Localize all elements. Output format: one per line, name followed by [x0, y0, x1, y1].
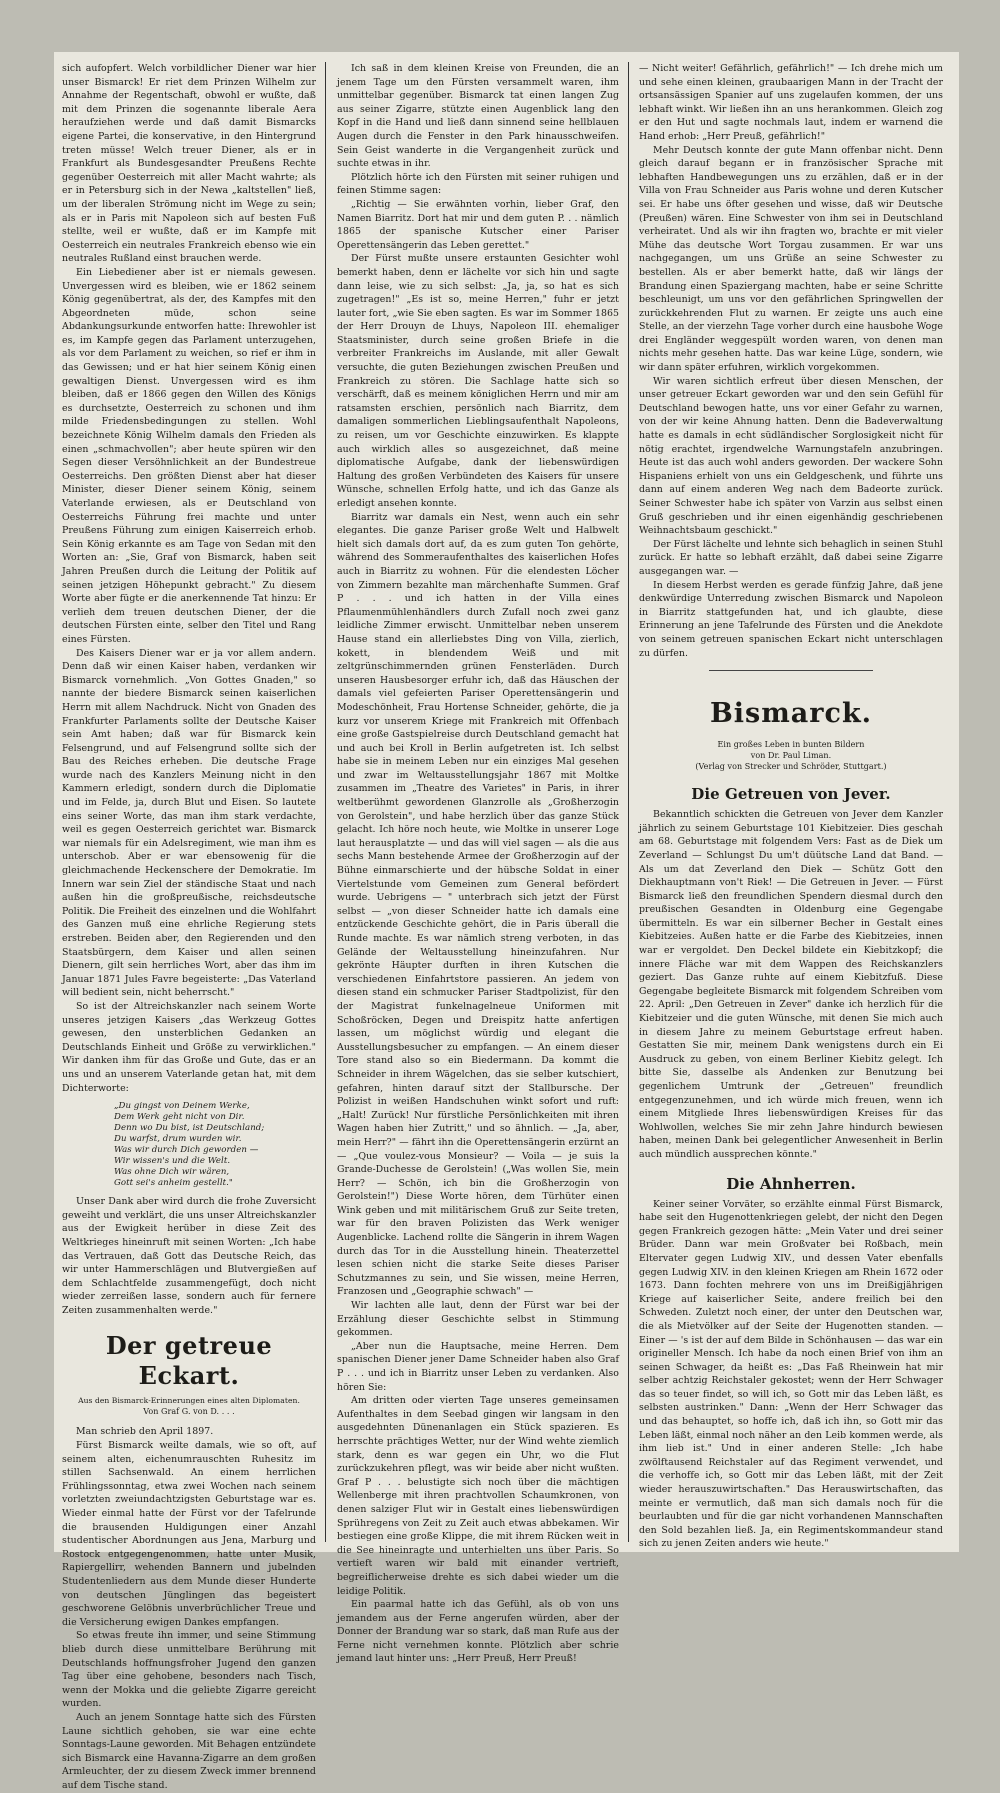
paragraph: Keiner seiner Vorväter, so erzählte einmal Fürst Bismarck, habe seit den Hugenottenkriegen gelebt, der nicht den Degen gegen Frankreich gezogen hätte: „Mein Vater und drei seiner Brüder. Dann war mein Großvater bei Roßbach, mein Eltervater gegen Ludwig XIV., und dessen Vater ebenfalls gegen Ludwig XIV. in den kleinen Kriegen am Rhein 1672 oder 1673. Dann fochten mehrere von uns im Dreißigjährigen Kriege auf kaiserlicher Seite, andere freilich bei den Schweden. Zuletzt noch einer, der unter den Deutschen war, die als Mietvölker auf der Seite der Hugenotten standen. — Einer — 's ist der auf dem Bilde in Schönhausen — das war ein origineller Mensch. Ich habe da noch einen Brief von ihm an seinen Schwager, da heißt es: „Das Faß Rheinwein hat mir selber achtzig Reichstaler gekostet; wenn der Herr Schwager das so teuer findet, so will ich, so Gott mir das Leben läßt, es selbsten austrinken." Dann: „Wenn der Herr Schwager das und das behauptet, so hoffe ich, daß ich ihn, so Gott mir das Leben läßt, einmal noch näher an den Leib kommen werde, als ihm lieb ist." Und in einer anderen Stelle: „Ich habe zwölftausend Reichstaler auf das Regiment verwendet, und die verhoffe ich, so Gott mir das Leben läßt, mit der Zeit wieder herauszuwirtschaften." Das Herauswirtschaften, das meinte er vermutlich, daß man sich damals noch für die beurlaubten und für die gar nicht vorhandenen Mannschaften den Sold bezahlen ließ. Ja, ein Regimentskommandeur stand sich zu jenen Zeiten anders wie heute." [639, 1198, 943, 1550]
paragraph: Wir waren sichtlich erfreut über diesen Menschen, der unser getreuer Eckart geworden war und den sein Gefühl für Deutschland bewogen hatte, uns vor einer Gefahr zu warnen, von der wir keine Ahnung hatten. Denn die Badeverwaltung hatte es damals in echt südländischer Sorglosigkeit nicht für nötig erachtet, irgendwelche Warnungstafeln anzubringen. Heute ist das auch wohl anders geworden. Der wackere Sohn Hispaniens erhielt von uns ein Geldgeschenk, und führte uns dann auf einem anderen Weg nach dem Badeorte zurück. Seiner Schwester habe ich später von Varzin aus selbst einen Gruß geschrieben und ihr einen eigenhändig geschriebenen Weihnachtsbaum geschickt." [639, 375, 943, 537]
column-divider [325, 62, 326, 1542]
poem-line: Du warfst, drum wurden wir. [114, 1134, 242, 1145]
paragraph: — Nicht weiter! Gefährlich, gefährlich!" — Ich drehe mich um und sehe einen kleinen, graubaarigen Mann in der Tracht der ortsansässigen Spanier auf uns zugelaufen kommen, der uns lebhaft winkt. Wir ließen ihn an uns herankommen. Gleich zog er den Hut und sagte nochmals laut, indem er warnend die Hand erhob: „Herr Preuß, gefährlich!" [639, 63, 943, 142]
article-dateline: Man schrieb den April 1897. [76, 1426, 214, 1438]
article-author: Von Graf G. von D. . . . [143, 1407, 235, 1417]
section-heading: Die Getreuen von Jever. [691, 785, 891, 804]
section-divider [709, 670, 873, 671]
article-subline: Aus den Bismarck-Erinnerungen eines alten Diplomaten. [78, 1396, 300, 1406]
book-author: von Dr. Paul Liman. [750, 751, 832, 761]
paragraph: Am dritten oder vierten Tage unseres gemeinsamen Aufenthaltes in dem Seebad gingen wir langsam in den ausgedehnten Dünenanlagen ein Stück spazieren. Es herrschte prächtiges Wetter, nur der Wind wehte ziemlich stark, denn es war gegen ein Uhr, wo die Flut zurückzukehren pflegt, was wir beide aber nicht wußten. Graf P . . . belustigte sich noch über die mächtigen Wellenberge mit ihren prachtvollen Schaumkronen, von denen salziger Flut wir in Gestalt eines liebenswürdigen Sprühregens von Zeit zu Zeit auch etwas abbekamen. Wir bestiegen eine große Klippe, die mit ihrem Rücken weit in die See hineinragte und unterhielten uns über Paris. So vertieft waren wir bald mit einander vertrieft, begreiflicherweise drehte es sich dabei wieder um die leidige Politik. [337, 1395, 619, 1597]
poem [62, 1101, 316, 1189]
paragraph: sich aufopfert. Welch vorbildlicher Diener war hier unser Bismarck! Er riet dem Prinzen Wilhelm zur Annahme der Regentschaft, obwohl er wußte, daß mit dem Prinzen die sogenannte liberale Aera heraufziehen werde und daß damit Bismarcks eigene Partei, die konservative, in den Hintergrund treten müsse! Welch treuer Diener, als er in Frankfurt als Bundesgesandter Preußens Rechte gegenüber Oesterreich mit aller Macht wahrte; als er in Petersburg sich in der Newa „kaltstellen" ließ, um der liberalen Strömung nicht im Wege zu sein; als er in Paris mit Napoleon sich auf besten Fuß stellte, weil er wußte, daß er im Kampfe mit Oesterreich ein neutrales Frankreich ebenso wie ein neutrales Rußland einst brauchen werde. [62, 63, 316, 265]
paragraph: Unser Dank aber wird durch die frohe Zuversicht geweiht und verklärt, die uns unser Altreichskanzler aus der Ewigkeit herüber in diese Zeit des Weltkrieges hineinruft mit seinen Worten: „Ich habe das Vertrauen, daß Gott das Deutsche Reich, das wir unter Hammerschlägen und Blutvergießen auf dem Schlachtfelde zusammengefügt, doch nicht wieder zerreißen lasse, sondern auch für fernere Zeiten zusammenhalten werde." [62, 1196, 316, 1316]
paragraph: Mehr Deutsch konnte der gute Mann offenbar nicht. Denn gleich darauf begann er in französischer Sprache mit lebhaften Handbewegungen uns zu erzählen, daß er in der Villa von Frau Schneider aus Paris wohne und deren Kutscher sei. Er habe uns öfter gesehen und wisse, daß wir Deutsche (Preußen) wären. Eine Schwester von ihm sei in Deutschland verheiratet. Und als wir ihn fragten wo, brachte er mit vieler Mühe das deutsche Wort Torgau zusammen. Er war uns nachgegangen, um uns Grüße an seine Schwester zu bestellen. Als er aber bemerkt hatte, daß wir längs der Brandung einen Spaziergang machten, habe er seine Schritte beschleunigt, um uns vor den gefährlichen Springwellen der zurückkehrenden Flut zu warnen. Er zeigte uns auch eine Stelle, an der vierzehn Tage vorher durch eine hausbohe Woge drei Engländer weggespült worden waren, von denen man nichts mehr gesehen hatte. Das war keine Lüge, sondern, wie wir dann später erfuhren, wirklich vorgekommen. [639, 144, 943, 374]
paragraph: Ein paarmal hatte ich das Gefühl, als ob von uns jemandem aus der Ferne angerufen würden, aber der Donner der Brandung war so stark, daß man Rufe aus der Ferne nicht vernehmen konnte. Plötzlich aber schrie jemand laut hinter uns: „Herr Preuß, Herr Preuß! [337, 1599, 619, 1665]
book-subtitle: Ein großes Leben in bunten Bildern [717, 740, 865, 750]
paragraph: Der Fürst lächelte und lehnte sich behaglich in seinen Stuhl zurück. Er hatte so lebhaft erzählt, daß dabei seine Zigarre ausgegangen war. — [639, 538, 943, 577]
paragraph: Ein Liebediener aber ist er niemals gewesen. Unvergessen wird es bleiben, wie er 1862 seinem König gegenübertrat, als der, des Kampfes mit den Abgeordneten müde, schon seine Abdankungsurkunde entworfen hatte: Ihrewohler ist es, im Kampfe gegen das Parlament unterzugehen, als vor dem Parlament zu weichen, so rief er ihm in das Gewissen; und er hat hier seinem König einen gewaltigen Dienst. Unvergessen wird es ihm bleiben, daß er 1866 gegen den Willen des Königs es durchsetzte, Oesterreich zu schonen und ihm milde Friedensbedingungen zu stellen. Wohl bezeichnete König Wilhelm damals den Frieden als einen „schmachvollen"; aber heute spüren wir den Segen dieser Versöhnlichkeit an der Bundestreue Oesterreichs. Den größten Dienst aber hat dieser Minister, dieser Diener seinem König, seinem Vaterlande erwiesen, als er Deutschland von Oesterreichs Führung frei machte und unter Preußens Führung zum einigen Kaiserreich erhob. Sein König erkannte es am Tage von Sedan mit den Worten an: „Sie, Graf von Bismarck, haben seit Jahren Preußen durch die Leitung der Politik auf seinen jetzigen Höhepunkt gebracht." Zu diesem Worte aber fügte er die anerkennende Tat hinzu: Er verlieh dem treuen deutschen Diener, der die deutschen Fürsten einte, selber den Titel und Rang eines Fürsten. [62, 266, 316, 645]
poem-line: „Du gingst von Deinem Werke, [114, 1101, 250, 1112]
book-publisher: (Verlag von Strecker und Schröder, Stuttgart.) [695, 762, 887, 772]
paragraph: Biarritz war damals ein Nest, wenn auch ein sehr elegantes. Die ganze Pariser große Welt und Halbwelt hielt sich damals dort auf, da es zum guten Ton gehörte, während des Sommeraufenthaltes des kaiserlichen Hofes auch in Biarritz zu wohnen. Für die elendesten Löcher von Zimmern bezahlte man märchenhafte Summen. Graf P . . . und ich hatten in der Villa eines Pflaumenmühlenhändlers durch Zufall noch zwei ganz leidliche Zimmer erwischt. Unmittelbar neben unserem Hause stand ein allerliebstes Ding von Villa, zierlich, kokett, in blendendem Weiß und mit zeltgrünschimmernden grünen Fensterläden. Durch unseren Hausbesorger erfuhr ich, daß das Häuschen der damals viel gefeierten Pariser Operettensängerin und Modeschönheit, Frau Hortense Schneider, gehörte, die ja kurz vor unserem Kriege mit Frankreich mit Offenbach eine große Gastspielreise durch Deutschland gemacht hat und auch bei Kroll in Berlin aufgetreten ist. Ich selbst habe sie in meinem Leben nur ein einziges Mal gesehen und zwar im Weltausstellungsjahr 1867 mit Moltke zusammen im „Theatre des Varietes" in Paris, in ihrer weltberühmt gewordenen Glanzrolle als „Großherzogin von Gerolstein", und habe herzlich über das ganze Stück gelacht. Ich höre noch heute, wie Moltke in unserer Loge laut herausplatzte — und das will viel sagen — als die aus sechs Mann bestehende Armee der Großherzogin auf der Bühne einmarschierte und der hübsche Soldat in einer Viertelstunde vom Gemeinen zum General befördert wurde. Uebrigens — " unterbrach sich jetzt der Fürst selbst — „von dieser Schneider hatte ich damals eine entzückende Geschichte gehört, die in Paris überall die Runde machte. Es war nämlich streng verboten, in das Gelände der Weltausstellung hineinzufahren. Nur gekrönte Häupter durften in ihren Kutschen die verschiedenen Einfahrtstore passieren. An jedem von diesen stand ein schmucker Pariser Stadtpolizist, für den der Magistrat funkelnagelneue Uniformen mit Schoßröcken, Degen und Dreispitz hatte anfertigen lassen, um möglichst würdig und elegant die Ausstellungsbesucher zu empfangen. — An einem dieser Tore stand also so ein Biedermann. Da kommt die Schneider in ihrem Wägelchen, das sie selber kutschiert, gefahren, hinten darauf sitzt der Stallbursche. Der Polizist in weißen Handschuhen winkt sofort und ruft: „Halt! Zurück! Nur fürstliche Persönlichkeiten mit ihren Wagen haben hier Zutritt," und so ähnlich. — „Ja, aber, mein Herr?" — fährt ihn die Operettensängerin erzürnt an — „Que voulez-vous Monsieur? — Voila — je suis la Grande-Duchesse de Gerolstein! („Was wollen Sie, mein Herr? — Schön, ich bin die Großherzogin von Gerolstein!") Diese Worte hören, dem Türhüter einen Wink geben und mit militärischem Gruß zur Seite treten, war für den braven Polizisten das Werk weniger Augenblicke. Lachend rollte die Sängerin in ihrem Wagen durch das Tor in die Ausstellung hinein. Theaterzettel lesen schien nicht die starke Seite dieses Pariser Schutzmannes zu sein, und Sie wissen, meine Herren, Franzosen und „Geographie schwach" — [337, 511, 619, 1298]
paragraph: So etwas freute ihn immer, und seine Stimmung blieb durch diese unmittelbare Berührung mit Deutschlands hoffnungsfroher Jugend den ganzen Tag über eine gehobene, besonders nach Tisch, wenn der Mokka und die geliebte Zigarre gereicht wurden. [62, 1630, 316, 1710]
paragraph: Der Fürst mußte unsere erstaunten Gesichter wohl bemerkt haben, denn er lächelte vor sich hin und sagte dann leise, wie zu sich selbst: „Ja, ja, so hat es sich zugetragen!" „Es ist so, meine Herren," fuhr er jetzt lauter fort, „wie Sie eben sagten. Es war im Sommer 1865 der Herr Drouyn de Lhuys, Napoleon III. ehemaliger Staatsminister, durch seine großen Briefe in die verbreiter Frankreichs im Auslande, mit aller Gewalt versuchte, die guten Beziehungen zwischen Preußen und Frankreich zu stören. Die Sachlage hatte sich so verschärft, daß es meinem königlichen Herrn und mir am ratsamsten erschien, persönlich nach Biarritz, dem damaligen sommerlichen Lieblingsaufenthalt Napoleons, zu reisen, um vor Geschichte einzuwirken. Es klappte auch wirklich alles so ausgezeichnet, daß meine diplomatische Aufgabe, dank der liebenswürdigen Haltung des großen Verbündeten des Kaisers für unsere Wünsche, schnellen Erfolg hatte, und ich das Ganze als erledigt ansehen konnte. [337, 253, 619, 509]
poem-line: Gott sei's anheim gestellt." [114, 1178, 233, 1189]
paragraph: So ist der Altreichskanzler nach seinem Worte unseres jetzigen Kaisers „das Werkzeug Gottes gewesen, den unsterblichen Gedanken an Deutschlands Einheit und Größe zu verwirklichen." Wir danken ihm für das Große und Gute, das er an uns und an unserem Vaterlande getan hat, mit dem Dichterworte: [62, 1000, 316, 1094]
column-left [62, 62, 316, 1791]
book-title: Bismarck. [709, 698, 873, 730]
paragraph: Fürst Bismarck weilte damals, wie so oft, auf seinem alten, eichenumrauschten Ruhesitz im stillen Sachsenwald. An einem herrlichen Frühlingssonntag, etwa zwei Wochen nach seinem vorletzten zweiundachtzigsten Geburtstage war es. Wieder einmal hatte der Fürst vor der Tafelrunde die brausenden Huldigungen einer Anzahl studentischer Abordnungen aus Jena, Marburg und Rostock entgegengenommen, hatte unter Musik, Rapiergellirr, wehenden Bannern und jubelnden Studentenliedern aus dem Munde dieser Hunderte von deutschen Jünglingen das begeistert geschworene Gelöbnis unverbrüchlicher Treue und die Versicherung ewigen Dankes empfangen. [62, 1440, 316, 1628]
paragraph: Auch an jenem Sonntage hatte sich des Fürsten Laune sichtlich gehoben, sie war eine echte Sonntags-Laune geworden. Mit Behagen entzündete sich Bismarck eine Havanna-Zigarre an dem großen Armleuchter, der zu diesem Zweck immer brennend auf dem Tische stand. [62, 1711, 316, 1791]
poem-line: Dem Werk geht nicht von Dir. [114, 1112, 245, 1123]
paragraph: Wir lachten alle laut, denn der Fürst war bei der Erzählung dieser Geschichte selbst in Stimmung gekommen. [337, 1300, 619, 1339]
column-divider [628, 62, 629, 1542]
article-headline: Der getreue Eckart. [105, 1331, 273, 1391]
newspaper-page [54, 52, 959, 1791]
paragraph: Bekanntlich schickten die Getreuen von Jever dem Kanzler jährlich zu seinem Geburtstage 101 Kiebitzeier. Dies geschah am 68. Geburtstage mit folgendem Vers: Fast as de Diek um Zeverland — Schlungst Du um't düütsche Land dat Band. — Als um dat Zeverland den Diek — Schütz Gott den Diekhauptmann von't Riek! — Die Getreuen in Jever. — Fürst Bismarck ließ den freundlichen Spendern diesmal durch den preußischen Gesandten in Oldenburg eine Gegengabe übermitteln. Es war ein silberner Becher in Gestalt eines Kiebitzeies. Außen hatte er die Farbe des Kiebitzeies, innen war er vergoldet. Den Deckel bildete ein Kiebitzkopf; die innere Fläche war mit dem Wappen des Reichskanzlers geziert. Das Ganze ruhte auf einem Kiebitzfuß. Diese Gegengabe begleitete Bismarck mit folgendem Schreiben vom 22. April: „Den Getreuen in Zever" danke ich herzlich für die Kiebitzeier und die guten Wünsche, mit denen Sie mich auch in diesem Jahre zu meinem Geburtstage erfreut haben. Gestatten Sie mir, meinem Dank wenigstens durch ein Ei Ausdruck zu geben, von einem Berliner Kiebitz gelegt. Ich bitte Sie, dasselbe als Andenken zur Benutzung bei gegenlichem Umtrunk der „Getreuen" freundlich entgegenzunehmen, und ich würde mich freuen, wenn ich einem Mitgliede Ihres liebenswürdigen Kreises für das Wohlwollen, welches Sie mir zehn Jahre hindurch bewiesen haben, meinen Dank bei gelegentlicher Anwesenheit in Berlin auch mündlich aussprechen könnte." [639, 809, 943, 1160]
paragraph: Des Kaisers Diener war er ja vor allem andern. Denn daß wir einen Kaiser haben, verdanken wir Bismarck vornehmlich. „Von Gottes Gnaden," so nannte der biedere Bismarck seinen kaiserlichen Herrn mit allem Nachdruck. Nicht von Gnaden des Frankfurter Parlaments sollte der Deutsche Kaiser sein Amt haben; daß war für Bismarck kein Felsengrund, und auf Felsengrund sollte sich der Bau des Reiches erheben. Die deutsche Frage wurde nach des Kanzlers Meinung nicht in den Kammern erledigt, sondern durch die Diplomatie und im Felde, ja, durch Blut und Eisen. So lautete eins seiner Worte, das man ihm stark verdachte, weil es gegen Oesterreich gerichtet war. Bismarck war niemals für ein Adelsregiment, wie man ihm es unterschob. Aber er war ebensowenig für die gleichmachende Heckenschere der Demokratie. Im Innern war sein Ziel der ständische Staat und nach außen hin die großpreußische, reichsdeutsche Politik. Die Freiheit des einzelnen und die Wohlfahrt des Ganzen muß eine ehrliche Regierung stets erstreben. Beiden aber, den Regierenden und den Staatsbürgern, dem Kaiser und allen seinen Dienern, gilt sein herrliches Wort, aber das ihm im Januar 1871 Jules Favre begeisterte: „Das Vaterland will bedient sein, nicht beherrscht." [62, 647, 316, 999]
poem-line: Denn wo Du bist, ist Deutschland; [114, 1123, 265, 1134]
column-right [639, 62, 943, 1550]
poem-line: Was wir durch Dich geworden — [114, 1145, 259, 1156]
paragraph: Ich saß in dem kleinen Kreise von Freunden, die an jenem Tage um den Fürsten versammelt waren, ihm unmittelbar gegenüber. Bismarck tat einen langen Zug aus seiner Zigarre, stützte einen Augenblick lang den Kopf in die Hand und ließ dann sinnend seine hellblauen Augen durch die Fenster in den Park hinausschweifen. Sein Geist wanderte in die Vergangenheit zurück und suchte etwas in ihr. [337, 63, 619, 170]
paragraph: Plötzlich hörte ich den Fürsten mit seiner ruhigen und feinen Stimme sagen: [337, 171, 619, 197]
column-middle [337, 62, 619, 1665]
poem-line: Was ohne Dich wir wären, [114, 1167, 230, 1178]
poem-line: Wir wissen's und die Welt. [114, 1156, 231, 1167]
paragraph: „Aber nun die Hauptsache, meine Herren. Dem spanischen Diener jener Dame Schneider haben also Graf P . . . und ich in Biarritz unser Leben zu verdanken. Also hören Sie: [337, 1340, 619, 1393]
paragraph: In diesem Herbst werden es gerade fünfzig Jahre, daß jene denkwürdige Unterredung zwischen Bismarck und Napoleon in Biarritz stattgefunden hat, und ich glaubte, diese Erinnerung an jene Tafelrunde des Fürsten und die Anekdote von seinem getreuen spanischen Eckart nicht unterschlagen zu dürfen. [639, 579, 943, 659]
paragraph: „Richtig — Sie erwähnten vorhin, lieber Graf, den Namen Biarritz. Dort hat mir und dem guten P. . . nämlich 1865 der spanische Kutscher einer Pariser Operettensängerin das Leben gerettet." [337, 198, 619, 251]
section-heading: Die Ahnherren. [726, 1174, 856, 1193]
